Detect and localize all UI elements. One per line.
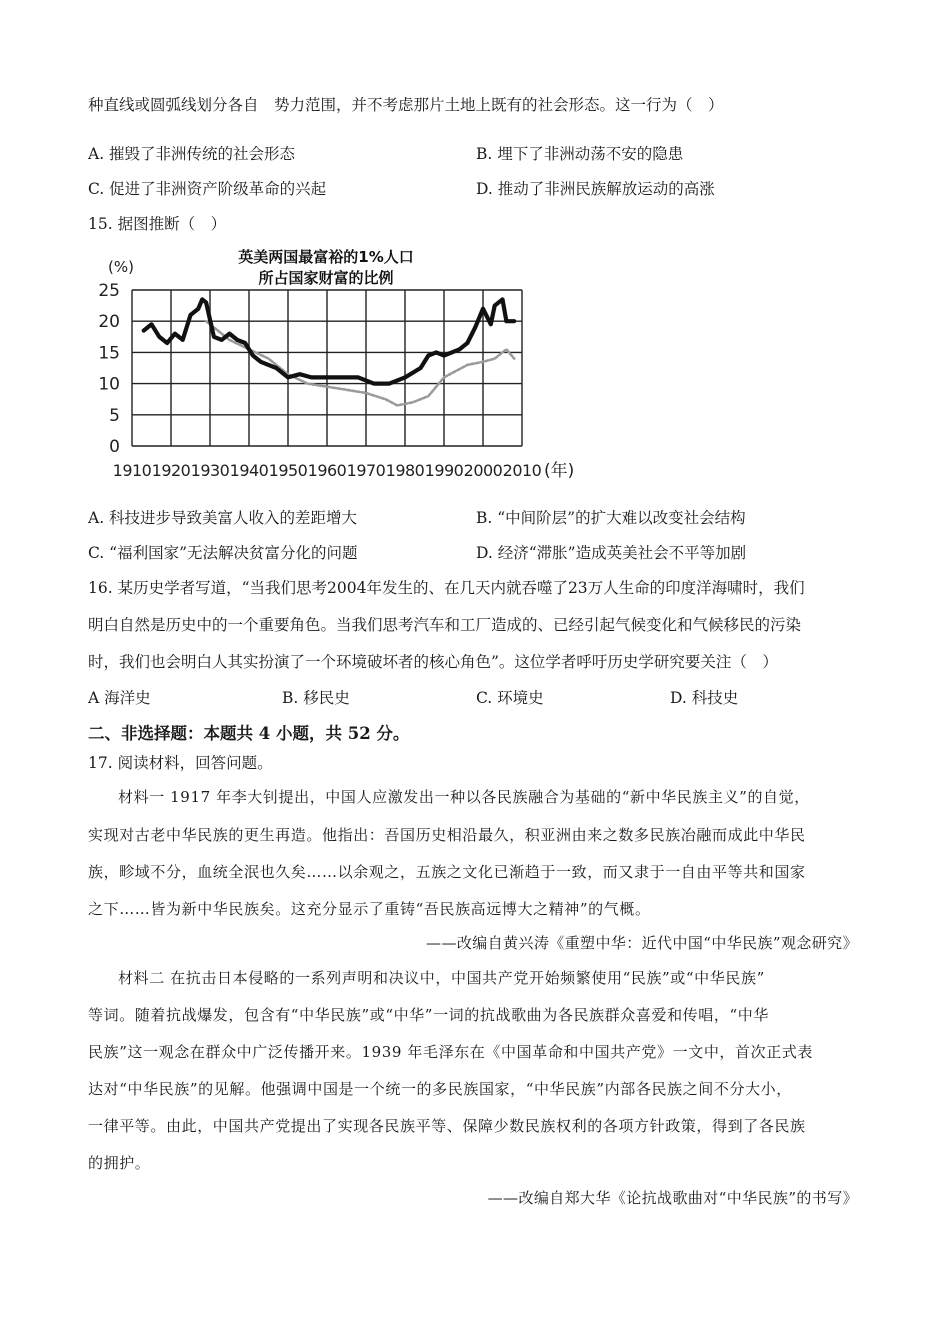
y-tick-label: 5 [109, 405, 120, 426]
material-2-line: 达对“中华民族”的见解。他强调中国是一个统一的多民族国家，“中华民族”内部各民族之间不分大小， [88, 1080, 792, 1098]
q17-stem: 17. 阅读材料，回答问题。 [88, 754, 273, 772]
material-2-source: ——改编自郑大华《论抗战歌曲对“中华民族”的书写》 [487, 1189, 858, 1207]
y-axis-label: (%) [108, 258, 134, 276]
x-tick-label: 1930 [190, 461, 230, 480]
wealth-share-chart [96, 244, 596, 488]
x-tick-label: 2000 [463, 461, 503, 480]
q14-option-d: D. 推动了非洲民族解放运动的高涨 [476, 180, 715, 198]
x-tick-label: 1950 [268, 461, 308, 480]
x-tick-label: 1940 [229, 461, 269, 480]
q15-option-b: B. “中间阶层”的扩大难以改变社会结构 [476, 509, 746, 527]
y-tick-label: 25 [98, 281, 120, 301]
material-1-source: ——改编自黄兴涛《重塑中华：近代中国“中华民族”观念研究》 [426, 934, 858, 952]
material-1-line: 族，畛域不分，血统全泯也久矣……以余观之，五族之文化已渐趋于一致，而又隶于一自由平等共和国家 [88, 863, 806, 881]
section-2-heading: 二、非选择题：本题共 4 小题，共 52 分。 [88, 724, 410, 743]
q16-stem-line-3: 时，我们也会明白人其实扮演了一个环境破坏者的核心角色”。这位学者呼吁历史学研究要关注（ ） [88, 653, 778, 671]
y-tick-label: 20 [98, 312, 120, 333]
material-2-line: 等词。随着抗战爆发，包含有“中华民族”或“中华”一词的抗战歌曲为各民族群众喜爱和传唱，“中华 [88, 1006, 769, 1024]
q16-stem-line-2: 明白自然是历史中的一个重要角色。当我们思考汽车和工厂造成的、已经引起气候变化和气候移民的污染 [88, 616, 802, 634]
q16-option-a: A 海洋史 [88, 689, 151, 707]
q14-option-a: A. 摧毁了非洲传统的社会形态 [88, 145, 296, 163]
material-2-line: 一律平等。由此，中国共产党提出了实现各民族平等、保障少数民族权利的各项方针政策，得到了各民族 [88, 1117, 806, 1135]
q15-option-c: C. “福利国家”无法解决贫富分化的问题 [88, 544, 358, 562]
q14-option-b: B. 埋下了非洲动荡不安的隐患 [476, 145, 684, 163]
material-2-line: 材料二 在抗击日本侵略的一系列声明和决议中，中国共产党开始频繁使用“民族”或“中华民族” [118, 969, 765, 987]
q15-stem: 15. 据图推断（ ） [88, 215, 227, 233]
q16-stem-line-1: 16. 某历史学者写道，“当我们思考2004年发生的、在几天内就吞噬了23万人生命的印度洋海啸时，我们 [88, 579, 805, 597]
x-tick-label: 1970 [346, 461, 386, 480]
q15-option-a: A. 科技进步导致美富人收入的差距增大 [88, 509, 358, 527]
material-1-line: 之下……皆为新中华民族矣。这充分显示了重铸“吾民族高远博大之精神”的气概。 [88, 900, 651, 918]
x-tick-label: 1910 [112, 461, 152, 480]
y-tick-label: 0 [109, 437, 120, 457]
y-tick-label: 15 [98, 343, 120, 364]
q14-stem-continued: 种直线或圆弧线划分各自 势力范围，并不考虑那片土地上既有的社会形态。这一行为（ ） [88, 96, 724, 114]
x-tick-label: 1920 [151, 461, 191, 480]
q16-option-b: B. 移民史 [282, 689, 350, 707]
material-2-line: 的拥护。 [88, 1154, 151, 1172]
q16-option-d: D. 科技史 [670, 689, 739, 707]
q14-option-c: C. 促进了非洲资产阶级革命的兴起 [88, 180, 327, 198]
material-2-line: 民族”这一观念在群众中广泛传播开来。1939 年毛泽东在《中国革命和中国共产党》一文中，首次正式表 [88, 1043, 814, 1061]
x-tick-label: 2010 [502, 461, 542, 480]
y-tick-label: 10 [98, 374, 120, 395]
chart-title: 英美两国最富裕的1%人口 [238, 248, 414, 266]
material-1-line: 实现对古老中华民族的更生再造。他指出：吾国历史相沿最久，积亚洲由来之数多民族冶融而成此中华民 [88, 826, 806, 844]
chart-subtitle: 所占国家财富的比例 [258, 269, 394, 287]
x-tick-label: 1980 [385, 461, 425, 480]
q16-option-c: C. 环境史 [476, 689, 544, 707]
x-tick-label: 1960 [307, 461, 347, 480]
material-1-line: 材料一 1917 年李大钊提出，中国人应激发出一种以各民族融合为基础的“新中华民族主义”的自觉， [118, 788, 810, 806]
x-unit-label: (年) [544, 461, 575, 481]
q15-option-d: D. 经济“滞胀”造成英美社会不平等加剧 [476, 544, 747, 562]
series-line-dotted [206, 321, 514, 405]
x-tick-label: 1990 [424, 461, 464, 480]
